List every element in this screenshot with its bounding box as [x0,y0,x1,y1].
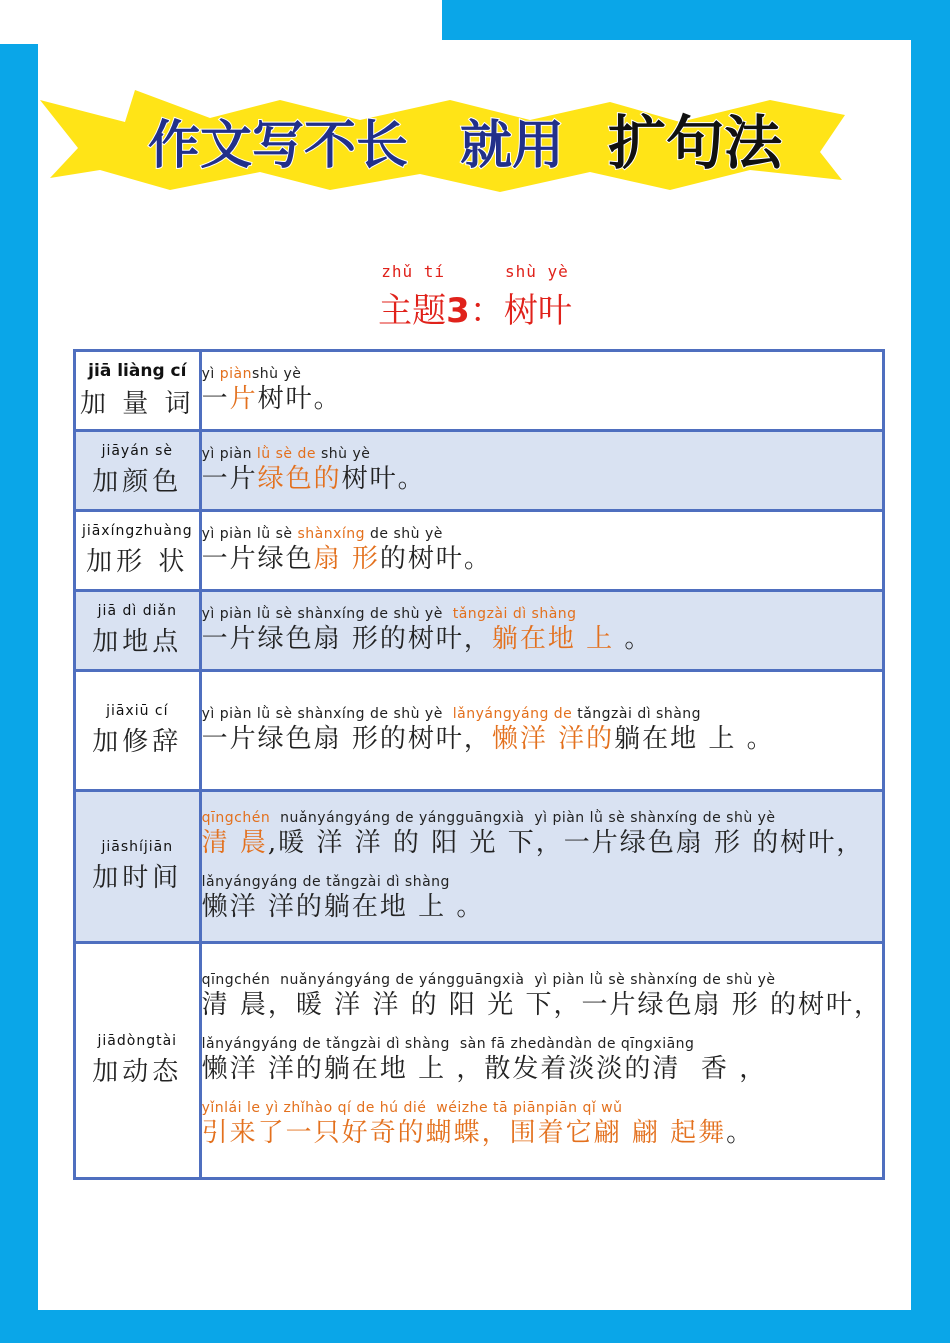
plain-text: de shù yè [365,525,443,542]
plain-text: lǎnyángyáng de tǎngzài dì shàng sàn fā zhedàndàn de qīngxiāng [201,1035,695,1052]
example-pinyin [202,706,882,722]
row-label-pinyin: jiāshíjiān [101,839,174,855]
plain-text: 躺在地 上 。 [614,723,775,754]
highlight-text: 躺在地 上 [491,623,615,654]
highlight-text: yǐnlái le yì zhǐhào qí de hú dié wéizhe tā piānpiān qǐ wǔ [201,1099,623,1116]
example-pinyin [202,446,882,462]
highlight-text: lǜ sè de [256,445,316,462]
example-sentence [202,622,882,656]
plain-text: 树叶。 [257,383,342,414]
plain-text: 懒洋 洋的躺在地 上 。 [201,891,485,922]
highlight-text: shànxíng [297,525,366,542]
row-label-pinyin: jiā liàng cí [88,361,187,381]
banner-text-2: 就用 [460,116,565,176]
highlight-text: qīngchén [201,809,271,826]
highlight-text: 懒洋 洋的 [491,723,615,754]
example-sentence [202,462,882,496]
example-pinyin [202,366,882,382]
plain-text: 清 晨，暖 洋 洋 的 阳 光 下，一片绿色扇 形 的树叶， [201,989,882,1020]
theme-title [0,262,950,332]
theme-heading [0,283,950,332]
row-label-cell [75,351,201,431]
plain-text: yì piàn lǜ sè shànxíng de shù yè [201,705,453,722]
row-label-pinyin: jiāxiū cí [106,703,169,719]
plain-text: yì piàn lǜ sè shànxíng de shù yè [201,605,453,622]
example-pinyin [202,526,882,542]
plain-text: 树叶。 [341,463,426,494]
row-example-cell [200,511,883,591]
row-label: 加修辞 [92,727,183,757]
example-pinyin [202,874,882,890]
row-example-cell [200,791,883,943]
plain-text: qīngchén nuǎnyángyáng de yángguāngxià yì piàn lǜ sè shànxíng de shù yè [201,971,776,988]
banner-text-3: 扩句法 [608,109,783,177]
example-sentence [202,826,882,860]
row-example-cell [200,943,883,1179]
highlight-text: 扇 形 [313,543,380,574]
example-sentence [202,1116,882,1150]
example-sentence [202,1052,882,1086]
table-row [75,351,884,431]
row-label-cell [75,791,201,943]
highlight-text: tǎngzài dì shàng [452,605,577,622]
highlight-text: piàn [219,365,252,382]
row-example-cell [200,351,883,431]
plain-text: 一片 [201,463,258,494]
theme-heading-b: ：树叶 [469,291,572,331]
row-example-cell [200,591,883,671]
row-label: 加 量 词 [80,389,195,419]
table-row [75,431,884,511]
row-example-cell [200,431,883,511]
row-label-pinyin: jiāyán sè [101,443,174,459]
plain-text: yì piàn [201,445,257,462]
example-sentence [202,542,882,576]
highlight-text: 绿色的 [257,463,342,494]
highlight-text: 清 晨 [201,827,268,858]
row-label: 加动态 [92,1057,183,1087]
row-label: 加地点 [92,627,183,657]
plain-text: 一片绿色扇 形的树叶， [201,723,492,754]
row-label: 加颜色 [92,467,183,497]
row-label-cell [75,943,201,1179]
row-label-cell [75,671,201,791]
expansion-table [73,349,885,1180]
example-pinyin [202,1036,882,1052]
row-label: 加时间 [92,863,183,893]
plain-text: 。 [726,1117,755,1148]
plain-text: lǎnyángyáng de tǎngzài dì shàng [201,873,450,890]
banner-text-1: 作文写不长 [148,116,409,176]
row-label: 加形 状 [86,547,189,577]
row-label-cell [75,431,201,511]
table-row [75,943,884,1179]
plain-text: ,暖 洋 洋 的 阳 光 下，一片绿色扇 形 的树叶， [267,827,865,858]
example-sentence [202,382,882,416]
example-sentence [202,988,882,1022]
plain-text: 懒洋 洋的躺在地 上 ，散发着淡淡的清 香 ， [201,1053,768,1084]
plain-text: 一 [201,383,230,414]
plain-text: 的树叶。 [379,543,492,574]
example-sentence [202,722,882,756]
table-row [75,791,884,943]
plain-text: 一片绿色扇 形的树叶， [201,623,492,654]
plain-text: tǎngzài dì shàng [572,705,702,722]
plain-text: yì piàn lǜ sè [201,525,298,542]
highlight-text: 引来了一只好奇的蝴蝶，围着它翩 翩 起舞 [201,1117,727,1148]
example-pinyin [202,606,882,622]
highlight-text: 片 [229,383,258,414]
plain-text: 。 [614,623,653,654]
title-banner [30,60,850,210]
top-white-strip [0,0,442,44]
example-pinyin [202,1100,882,1116]
row-label-pinyin: jiā dì diǎn [97,603,177,619]
row-label-cell [75,511,201,591]
plain-text: 一片绿色 [201,543,314,574]
table-row [75,591,884,671]
example-sentence [202,890,882,924]
theme-number: 3 [446,291,470,331]
highlight-text: lǎnyángyáng de [452,705,573,722]
plain-text: yì [201,365,220,382]
plain-text: nuǎnyángyáng de yángguāngxià yì piàn lǜ sè shànxíng de shù yè [270,809,776,826]
row-label-pinyin: jiādòngtài [97,1033,178,1049]
plain-text: shù yè [251,365,302,382]
table-row [75,671,884,791]
theme-pinyin [0,262,950,281]
table-row [75,511,884,591]
row-label-pinyin: jiāxíngzhuàng [81,523,193,539]
row-example-cell [200,671,883,791]
example-pinyin [202,972,882,988]
theme-pinyin-a: zhǔ tí [381,262,445,281]
row-label-cell [75,591,201,671]
plain-text: shù yè [316,445,371,462]
example-pinyin [202,810,882,826]
theme-pinyin-b: shù yè [505,262,569,281]
theme-heading-a: 主题 [378,291,447,331]
